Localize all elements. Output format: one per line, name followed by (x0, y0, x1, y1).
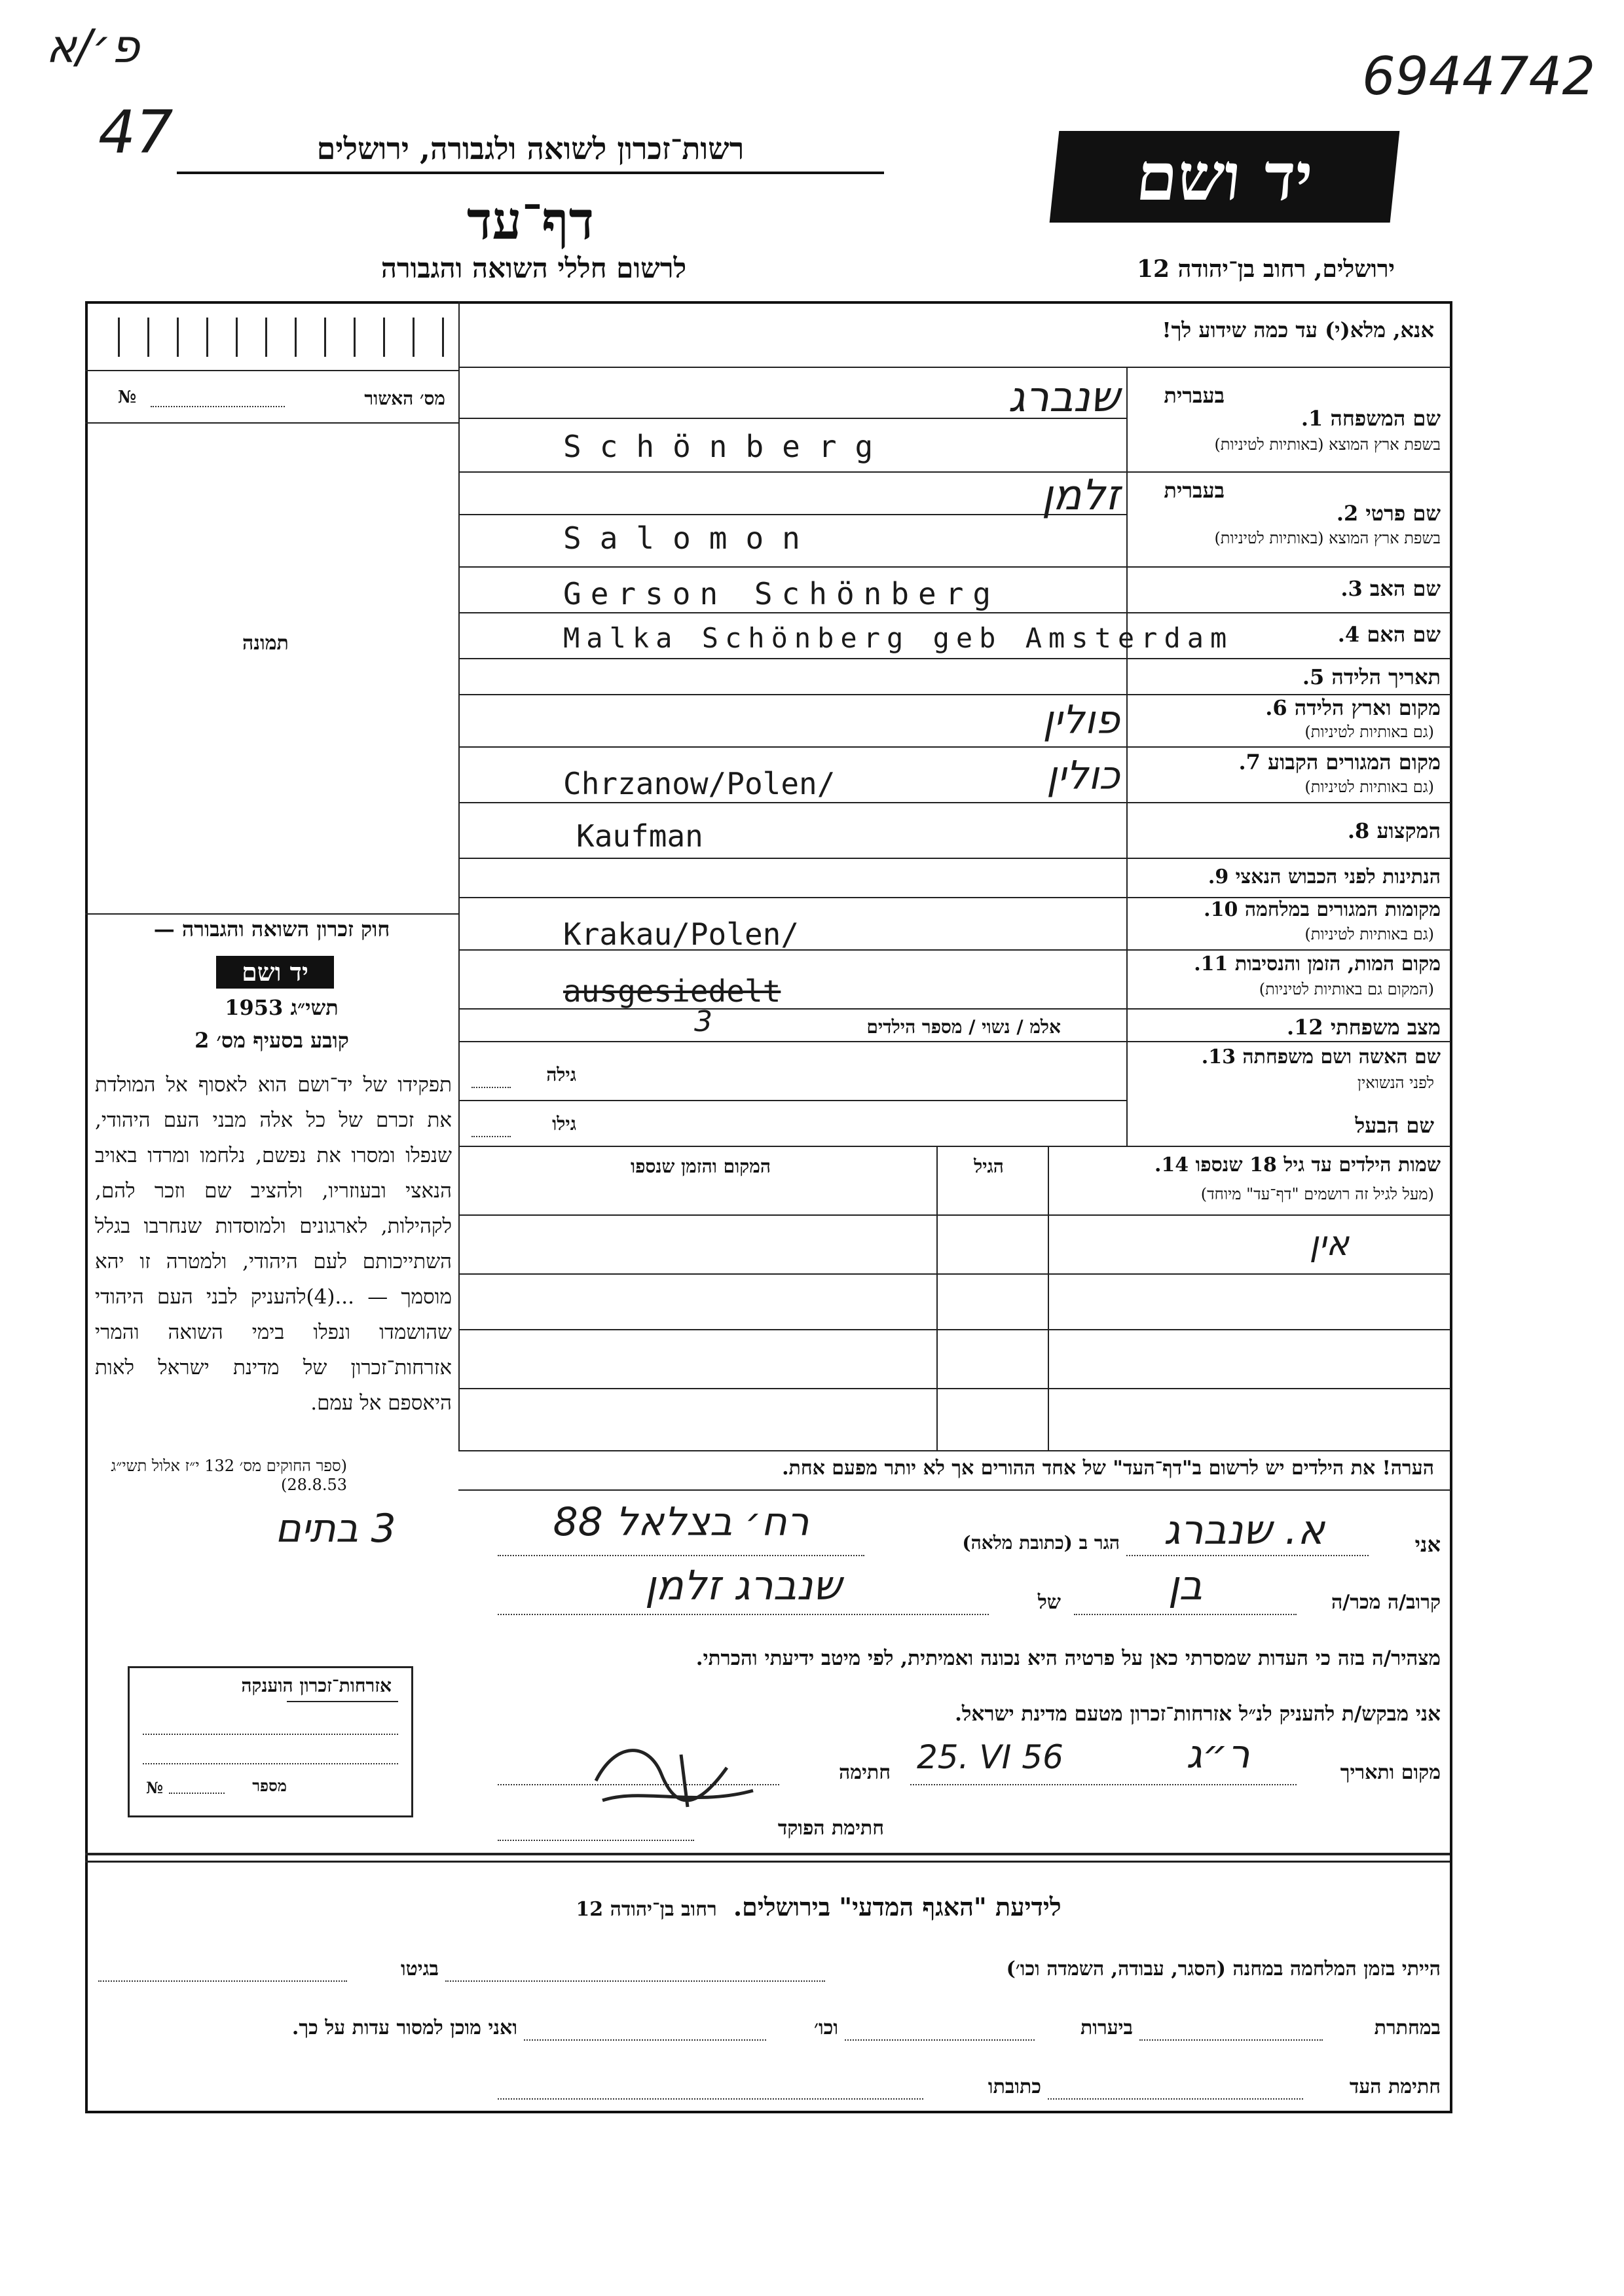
footer-line1-dots (445, 1980, 825, 1982)
field1-script-label: בעברית (1164, 383, 1225, 408)
approval-label: מס׳ האשור (364, 388, 445, 409)
footer-line1-b: בגיטו (400, 1958, 439, 1980)
children-header-age: הגיל (974, 1156, 1004, 1177)
field11-value[interactable]: ausgesiedelt (563, 974, 781, 1009)
children-col-divider-1 (1048, 1146, 1049, 1450)
photo-bottom-line (85, 913, 460, 915)
field11-num: 11. (1194, 953, 1228, 975)
footer-line3-b: כתובתו (987, 2075, 1041, 2098)
law-year: 1953 (225, 995, 284, 1020)
law-source: (ספר החוקים מס׳ 132 י״ז אלול תשי״ג 28.8.53) (111, 1457, 347, 1494)
field4-label-text: שם האם (1367, 622, 1441, 647)
note: הערה! את הילדים יש לרשום ב"דף־העד" של אחד ההורים אך לא יותר מפעם אחת. (782, 1457, 1434, 1480)
doc-subtitle: לרשום חללי השואה והגבורה (380, 252, 687, 284)
row13-line (458, 1100, 1126, 1101)
approval-boxes (118, 318, 445, 357)
children-row1-line (458, 1273, 1450, 1275)
citizenship-number-mark: № (146, 1778, 164, 1797)
approval-no-mark: № (118, 388, 137, 407)
field9-label (1126, 866, 1441, 888)
footer-line3-dots-2 (498, 2098, 923, 2100)
logo-text: יד ושם (1132, 138, 1317, 215)
field2-label-text: שם פרטי (1365, 501, 1441, 526)
citizenship-number-line (169, 1793, 225, 1794)
field6-label (1126, 695, 1441, 720)
field8-num: 8. (1347, 818, 1370, 843)
citizenship-title-underline (287, 1701, 398, 1702)
row12-line (458, 1041, 1450, 1042)
logo (1050, 131, 1400, 223)
field2-latin-value[interactable]: Salomon (563, 520, 819, 556)
field10-label (1126, 898, 1441, 921)
field6-sub: (גם באותיות לטיניות) (1304, 723, 1434, 741)
footer-line2-dots-2 (845, 2039, 1035, 2041)
children-header-name-text: שמות הילדים עד גיל 18 שנספו (1195, 1154, 1441, 1176)
decl-i-label: אני (1414, 1532, 1441, 1557)
decl-date-value[interactable]: 25. VI 56 (917, 1738, 1063, 1776)
field8-label (1126, 818, 1441, 843)
field13-sub: לפני הנשואין (1357, 1074, 1434, 1092)
field13-num: 13. (1201, 1046, 1236, 1068)
decl-residing-line (498, 1555, 864, 1556)
footer-line2-dots-1 (1139, 2039, 1323, 2041)
decl-of-line (498, 1614, 989, 1615)
field5-label (1126, 665, 1441, 689)
children-header-line (458, 1214, 1450, 1216)
field6-label-text: מקום וארץ הלידה (1294, 695, 1441, 720)
footer-address: רחוב בן־יהודה 12 (576, 1898, 717, 1921)
law-clause: קובע בסעיף מס׳ 2 (194, 1028, 349, 1053)
law-name: יד ושם (242, 957, 308, 987)
field6-value[interactable]: פולין (1043, 697, 1120, 743)
decl-residing-label: הגר ב (כתובת מלאה) (962, 1532, 1120, 1554)
decl-official-signature-line (498, 1840, 694, 1841)
field10-num: 10. (1204, 898, 1238, 921)
decl-place-value[interactable]: ר״ג (1186, 1732, 1250, 1777)
field12-num: 12. (1287, 1015, 1323, 1040)
decl-residing-value[interactable]: רח׳ בצלאל 88 (553, 1499, 809, 1545)
field7-label-text: מקום המגורים הקבוע (1268, 750, 1441, 774)
field4-value[interactable]: Malka Schönberg geb Amsterdam (563, 622, 1234, 654)
footer-heading: לידיעת "האגף המדעי" בירושלים. (733, 1892, 1061, 1922)
field12-label (1126, 1015, 1441, 1040)
decl-i-value[interactable]: א. שנברג (1163, 1506, 1325, 1554)
field13-label-text: שם האשה ושם משפחתה (1242, 1046, 1441, 1068)
doc-title: דף־עד (466, 190, 595, 251)
field10-sub: (גם באותיות לטיניות) (1304, 925, 1434, 943)
corner-annotation-number: 47 (98, 98, 174, 167)
field12-label-text: מצב משפחתי (1330, 1015, 1441, 1040)
children-row3-line (458, 1388, 1450, 1389)
field4-num: 4. (1337, 622, 1360, 647)
field9-label-text: הנתינות לפני הכבוש הנאצי (1235, 866, 1441, 888)
field1-latin-value[interactable]: Schönberg (563, 429, 892, 464)
field2-script-label: בעברית (1164, 478, 1225, 503)
field11-sub: (המקום גם באותיות לטיניות) (1259, 980, 1434, 998)
field9-num: 9. (1208, 866, 1229, 888)
note-top-line (458, 1450, 1450, 1451)
field12-options: אלמ / נשוי / מספר הילדים (866, 1016, 1061, 1038)
row3-line (458, 612, 1450, 613)
field1-num: 1. (1301, 406, 1323, 431)
instruction-row-line (458, 367, 1450, 368)
law-title: חוק זכרון השואה והגבורה — (153, 917, 390, 941)
citizenship-title: אזרחות־זכרון הוענקה (241, 1675, 392, 1696)
decl-official-signature-label: חתימת הפוקד (777, 1817, 884, 1840)
footer-line2-dots-3 (524, 2039, 766, 2041)
file-number: 6944742 (1362, 46, 1596, 107)
left-column-divider (458, 301, 460, 1450)
note-bottom-line (458, 1489, 1450, 1491)
field10-value[interactable]: Krakau/Polen/ (563, 917, 800, 952)
law-year-heb: תשי״ג (290, 995, 339, 1020)
row4-line (458, 658, 1450, 659)
field1-label (1225, 406, 1441, 431)
decl-place-date-label: מקום ותאריך (1340, 1761, 1441, 1784)
husband-age-line (471, 1136, 511, 1137)
law-year-line (216, 995, 347, 1020)
signature-scribble (576, 1728, 773, 1827)
law-name-box (216, 956, 334, 989)
citizenship-line-2 (143, 1763, 398, 1764)
row7-line (458, 802, 1450, 803)
row6-line (458, 746, 1450, 748)
field13-age-line (471, 1087, 511, 1088)
field7-sub: (גם באותיות לטיניות) (1304, 778, 1434, 796)
row14-line (458, 1146, 1450, 1147)
photo-label: תמונה (242, 632, 289, 655)
field1-hebrew-value[interactable]: שנברג (1008, 373, 1120, 422)
field5-num: 5. (1302, 665, 1325, 689)
approval-bottom-line (85, 422, 460, 424)
footer-line2-c: וכו׳ (814, 2016, 838, 2039)
field13-age-label: גילה (546, 1064, 576, 1085)
citizenship-line-1 (143, 1734, 398, 1735)
field12-children-count[interactable]: 3 (694, 1005, 712, 1038)
field3-num: 3. (1340, 576, 1363, 601)
instruction: אנא, מלא(י) עד כמה שידוע לך! (1162, 318, 1434, 342)
field6-num: 6. (1265, 695, 1287, 720)
field2-label (1225, 501, 1441, 526)
footer-line2-d: ואני מוכן למסור עדות על כך. (291, 2016, 517, 2039)
decl-request: אני מבקש/ת להעניק לנ״ל אזרחות־זכרון מטעם מדינת ישראל. (955, 1702, 1441, 1726)
field7-label (1126, 750, 1441, 774)
field8-label-text: המקצוע (1376, 818, 1441, 843)
address: ירושלים, רחוב בן־יהודה 12 (1136, 255, 1395, 283)
field5-label-text: תאריך הלידה (1331, 665, 1441, 689)
field1-sub: בשפת ארץ המוצא (באותיות לטיניות) (1214, 435, 1441, 454)
footer-line2-b: ביערות (1080, 2016, 1133, 2039)
children-row2-line (458, 1329, 1450, 1330)
field3-label-text: שם האב (1369, 576, 1441, 601)
field7-hebrew-value[interactable]: כולין (1046, 753, 1120, 799)
org-line: רשות־זכרון לשואה ולגבורה, ירושלים (177, 131, 884, 174)
decl-i-line (1126, 1555, 1369, 1556)
footer-line2-a: במחתרת (1374, 2016, 1441, 2039)
children-header-name (1054, 1154, 1441, 1176)
field8-value[interactable]: Kaufman (576, 818, 703, 854)
children-header-sub: (מעל לגיל זה רושמים "דף־עד" מיוחד) (1200, 1185, 1434, 1203)
corner-annotation: פ׳/א (46, 20, 140, 73)
field11-label-text: מקום המות, הזמן והנסיבות (1234, 953, 1441, 975)
field2-sub: בשפת ארץ המוצא (באותיות לטיניות) (1214, 529, 1441, 547)
field2-hebrew-value[interactable]: זלמן (1041, 471, 1120, 520)
decl-relative-value[interactable]: בן (1168, 1561, 1203, 1609)
footer-heading-row (458, 1892, 1179, 1922)
footer-top-line-1 (85, 1853, 1450, 1855)
footer-line1-dots-2 (98, 1980, 347, 1982)
field7-value[interactable]: Chrzanow/Polen/ (563, 766, 836, 801)
decl-signature-label: חתימה (839, 1761, 891, 1784)
field7-num: 7. (1238, 750, 1261, 774)
citizenship-number-label: מספר (252, 1776, 287, 1795)
decl-place-date-line (910, 1784, 1297, 1785)
row2-line (458, 566, 1450, 568)
row8-line (458, 858, 1450, 859)
husband-label: שם הבעל (1355, 1113, 1434, 1138)
children-num: 14. (1154, 1154, 1189, 1176)
husband-age-label: גילו (552, 1113, 576, 1135)
decl-of-value[interactable]: שנברג זלמן (644, 1561, 842, 1609)
footer-line1-a: הייתי בזמן המלחמה במחנה (הסגר, עבודה, השמדה וכו׳) (1006, 1958, 1441, 1980)
footer-top-line-2 (85, 1861, 1450, 1863)
footer-line3-dots-1 (1048, 2098, 1303, 2100)
decl-of-label: של (1037, 1591, 1061, 1614)
field3-label (1126, 576, 1441, 601)
field1-label-text: שם המשפחה (1330, 406, 1441, 431)
law-body: תפקידו של יד־ושם הוא לאסוף אל המולדת את זכרם של כל אלה מבני העם היהודי, שנפלו ומסרו את נפשם, נלחמו ומרדו באויב הנאצי ובעוזריו, ולהציב שם וזכר להם, לקהילות, לארגונים ולמוסדות שנחרבו בגלל השתייכותם לעם היהודי, ולמטרה זו יהא מוסמך — ...(4)להעניק לבני העם היהודי שהושמדו ונפלו בימי השואה והמרי אזרחות־זכרון של מדינת ישראל לאות היאספם אל עמם. (95, 1073, 452, 1415)
footer-line3-a: חתימת העד (1349, 2075, 1441, 2098)
citizenship-box (128, 1666, 413, 1817)
left-note: 3 בתים (275, 1506, 396, 1552)
decl-relative-line (1074, 1614, 1297, 1615)
field2-num: 2. (1336, 501, 1359, 526)
approval-number-line (151, 406, 285, 407)
field10-label-text: מקומות המגורים במלחמה (1244, 898, 1441, 921)
decl-statement: מצהיר/ה בזה כי העדות שמסרתי כאן על פרטיה היא נכונה ואמיתית, לפי מיטב ידיעתי והכרתי. (695, 1647, 1441, 1670)
decl-relative-label: קרוב/ה מכר/ה (1331, 1591, 1441, 1614)
field13-label (1126, 1046, 1441, 1068)
field3-value[interactable]: Gerson Schönberg (563, 576, 1001, 611)
children-entry[interactable]: אין (1309, 1224, 1349, 1264)
children-col-divider-2 (936, 1146, 938, 1450)
children-header-place: המקום והזמן שנספו (631, 1156, 771, 1177)
field11-label (1126, 953, 1441, 975)
approval-line (85, 370, 460, 371)
